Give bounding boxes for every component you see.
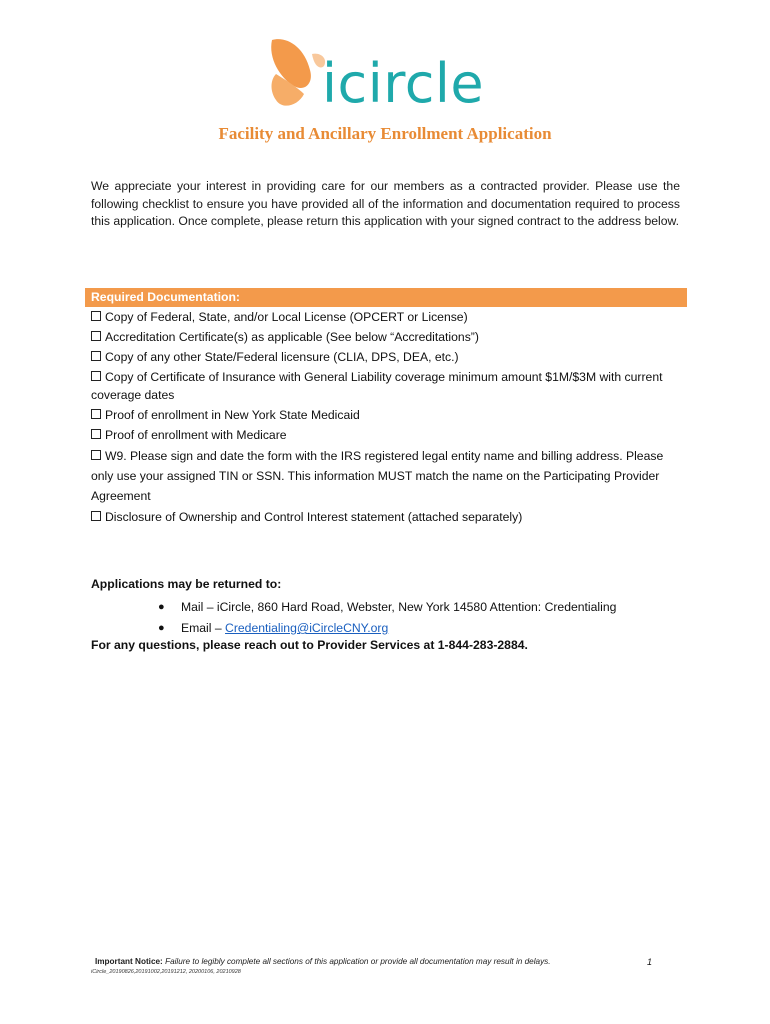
page-title: Facility and Ancillary Enrollment Application (218, 124, 552, 143)
notice-text: Failure to legibly complete all sections of this application or provide all documentation may result in delays. (165, 957, 551, 966)
important-notice (95, 957, 551, 966)
checklist-item-label: Proof of enrollment with Medicare (105, 428, 287, 442)
checklist-item[interactable] (91, 508, 681, 526)
checklist-item[interactable] (91, 446, 681, 506)
email-prefix: Email – (181, 621, 226, 635)
bullet-icon: ● (158, 622, 165, 634)
checklist-item-label: W9. Please sign and date the form with the IRS registered legal entity name and billing address. Please only use your assigned TIN or SSN. This information MUST match the name on the Participating Provider Agreement (91, 449, 664, 503)
checklist-item-label: Disclosure of Ownership and Control Interest statement (attached separately) (105, 510, 523, 524)
bullet-icon: ● (158, 601, 165, 613)
checklist-item-label: Copy of any other State/Federal licensure (CLIA, DPS, DEA, etc.) (105, 350, 459, 364)
checkbox-icon[interactable] (91, 371, 101, 381)
list-item (158, 597, 616, 618)
notice-label: Important Notice: (95, 957, 163, 966)
email-link[interactable]: Credentialing@iCircleCNY.org (225, 621, 389, 635)
logo-wordmark: icircle (322, 52, 485, 115)
page-number: 1 (647, 957, 653, 967)
checklist-item-label: Copy of Federal, State, and/or Local License (OPCERT or License) (105, 310, 468, 324)
checkbox-icon[interactable] (91, 311, 101, 321)
checkbox-icon[interactable] (91, 450, 101, 460)
returns-heading: Applications may be returned to: (91, 577, 282, 591)
checkbox-icon[interactable] (91, 351, 101, 361)
checklist-item-label: Copy of Certificate of Insurance with General Liability coverage minimum amount $1M/$3M with current coverage dates (91, 370, 663, 402)
required-documentation-checklist (91, 308, 681, 528)
checklist-item-label: Accreditation Certificate(s) as applicable (See below “Accreditations”) (105, 330, 479, 344)
mail-address: Mail – iCircle, 860 Hard Road, Webster, New York 14580 Attention: Credentialing (181, 600, 617, 614)
checkbox-icon[interactable] (91, 429, 101, 439)
provider-services-contact: For any questions, please reach out to Provider Services at 1-844-283-2884. (91, 638, 528, 652)
required-documentation-header: Required Documentation: (85, 288, 687, 307)
intro-paragraph: We appreciate your interest in providing care for our members as a contracted provider. Please use the following checklist to ensure you have provided all of the information and documentation required to process this application. Once complete, please return this application with your signed contract to the address below. (91, 179, 680, 228)
list-item (158, 618, 616, 639)
checkbox-icon[interactable] (91, 331, 101, 341)
checklist-item[interactable] (91, 426, 681, 444)
checkbox-icon[interactable] (91, 409, 101, 419)
checklist-item[interactable] (91, 368, 681, 404)
return-addresses (158, 597, 616, 639)
checklist-item-label: Proof of enrollment in New York State Medicaid (105, 408, 360, 422)
checklist-item[interactable] (91, 406, 681, 424)
checkbox-icon[interactable] (91, 511, 101, 521)
icircle-logo (264, 34, 494, 120)
revision-code: iCircle_20190826,20191002,20191212, 20200106, 20210928 (91, 969, 241, 975)
checklist-item[interactable] (91, 328, 681, 346)
checklist-item[interactable] (91, 308, 681, 326)
checklist-item[interactable] (91, 348, 681, 366)
